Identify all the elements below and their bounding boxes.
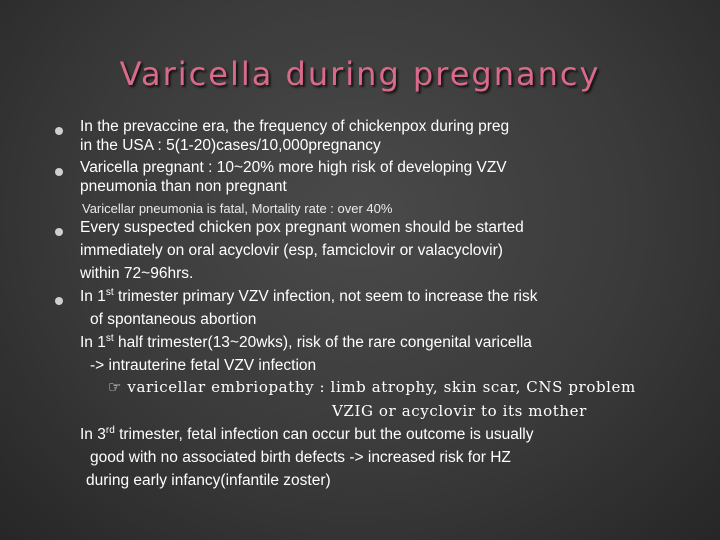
bullet-4-line-8: good with no associated birth defects -> increased risk for HZ <box>90 449 511 466</box>
bullet-3-line-1: Every suspected chicken pox pregnant women should be started <box>80 219 524 236</box>
bullet-4-line-9: during early infancy(infantile zoster) <box>86 472 331 489</box>
bullet-4-line-7: In 3rd trimester, fetal infection can occur but the outcome is usually <box>80 424 534 443</box>
bullet-dot-4 <box>55 297 63 305</box>
pneumonia-note: Varicellar pneumonia is fatal, Mortality rate : over 40% <box>82 201 393 216</box>
bullet-dot-1 <box>55 127 63 135</box>
bullet-4-line-3: In 1st half trimester(13~20wks), risk of the rare congenital varicella <box>80 332 532 351</box>
bullet-2-line-1: Varicella pregnant : 10~20% more high risk of developing VZV <box>80 159 507 176</box>
bullet-1-line-1: In the prevaccine era, the frequency of chickenpox during preg <box>80 118 510 135</box>
bullet-3-line-2: immediately on oral acyclovir (esp, famciclovir or valacyclovir) <box>80 242 503 259</box>
bullet-dot-3 <box>55 228 63 236</box>
slide-title: Varicella during pregnancy <box>119 55 601 93</box>
bullet-4-line-4: -> intrauterine fetal VZV infection <box>90 357 317 374</box>
bullet-4-line-1: In 1st trimester primary VZV infection, not seem to increase the risk <box>80 286 538 305</box>
bullet-3-line-3: within 72~96hrs. <box>80 265 194 282</box>
bullet-2-line-2: pneumonia than non pregnant <box>80 178 287 195</box>
bullet-4-line-2: of spontaneous abortion <box>90 311 257 328</box>
embriopathy-line: ☞ varicellar embriopathy : limb atrophy, skin scar, CNS problem <box>108 378 636 396</box>
vzig-line: VZIG or acyclovir to its mother <box>332 402 587 420</box>
bullet-1-line-2: in the USA : 5(1-20)cases/10,000pregnancy <box>80 137 381 154</box>
bullet-dot-2 <box>55 168 63 176</box>
